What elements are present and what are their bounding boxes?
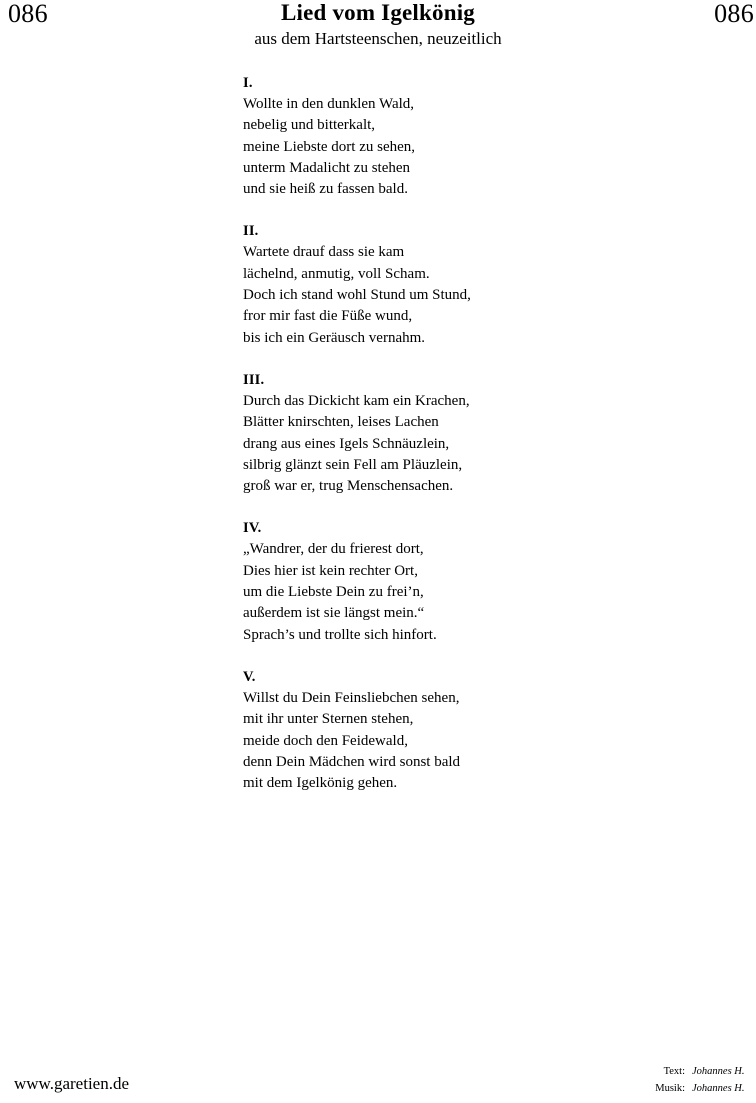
page-header: [0, 0, 756, 52]
stanza-line: meine Liebste dort zu sehen,: [243, 138, 416, 155]
stanza-line: außerdem ist sie längst mein.“: [243, 605, 425, 622]
stanza-line: silbrig glänzt sein Fell am Pläuzlein,: [243, 456, 463, 473]
stanza-number: III.: [243, 371, 265, 388]
stanza-line: meide doch den Feidewald,: [243, 732, 408, 749]
stanza-number: IV.: [243, 520, 262, 537]
stanza-line: unterm Madalicht zu stehen: [243, 159, 411, 176]
stanza: [243, 73, 673, 200]
song-title: Lied vom Igelkönig: [280, 0, 475, 25]
stanza-line: Durch das Dickicht kam ein Krachen,: [243, 392, 470, 409]
credit-label: Text:: [663, 1066, 685, 1077]
credit-label: Musik:: [655, 1083, 685, 1094]
stanza-line: Wartete drauf dass sie kam: [243, 244, 405, 261]
stanza-line: mit ihr unter Sternen stehen,: [243, 711, 414, 728]
stanza-line: bis ich ein Geräusch vernahm.: [243, 329, 426, 346]
stanza-line: lächelnd, anmutig, voll Scham.: [243, 265, 430, 282]
stanza-line: Doch ich stand wohl Stund um Stund,: [243, 287, 471, 304]
credit-row: [655, 1063, 754, 1080]
stanza-line: mit dem Igelkönig gehen.: [243, 775, 398, 792]
stanza-line: Willst du Dein Feinsliebchen sehen,: [243, 689, 460, 706]
lyrics-body: [243, 73, 673, 794]
stanza-line: Sprach’s und trollte sich hinfort.: [243, 626, 437, 643]
stanza-line: Dies hier ist kein rechter Ort,: [243, 562, 418, 579]
stanza-line: um die Liebste Dein zu frei’n,: [243, 584, 424, 601]
stanza: [243, 221, 673, 348]
stanza-line: nebelig und bitterkalt,: [243, 117, 376, 134]
stanza-number: II.: [243, 223, 259, 240]
title-block: [0, 0, 756, 50]
stanza-line: denn Dein Mädchen wird sonst bald: [243, 753, 461, 770]
stanza-line: groß war er, trug Menschensachen.: [243, 478, 454, 495]
page-number-left: 086: [8, 0, 48, 28]
stanza: [243, 370, 673, 497]
stanza-line: und sie heiß zu fassen bald.: [243, 181, 408, 198]
page-number-right: 086: [714, 0, 754, 28]
site-url[interactable]: www.garetien.de: [14, 1074, 130, 1093]
credit-row: [655, 1080, 754, 1097]
credits-block: [655, 1063, 754, 1097]
stanza: [243, 518, 673, 645]
stanza-line: „Wandrer, der du frierest dort,: [243, 541, 424, 558]
credit-name: Johannes H.: [692, 1083, 745, 1094]
stanza-number: I.: [243, 75, 253, 91]
stanza-line: fror mir fast die Füße wund,: [243, 308, 413, 325]
stanza: [243, 667, 673, 794]
credit-name: Johannes H.: [692, 1066, 745, 1077]
stanza-line: drang aus eines Igels Schnäuzlein,: [243, 435, 450, 452]
stanza-line: Wollte in den dunklen Wald,: [243, 96, 415, 112]
stanza-number: V.: [243, 668, 256, 685]
stanza-line: Blätter knirschten, leises Lachen: [243, 414, 439, 431]
song-subtitle: aus dem Hartsteenschen, neuzeitlich: [254, 29, 502, 48]
